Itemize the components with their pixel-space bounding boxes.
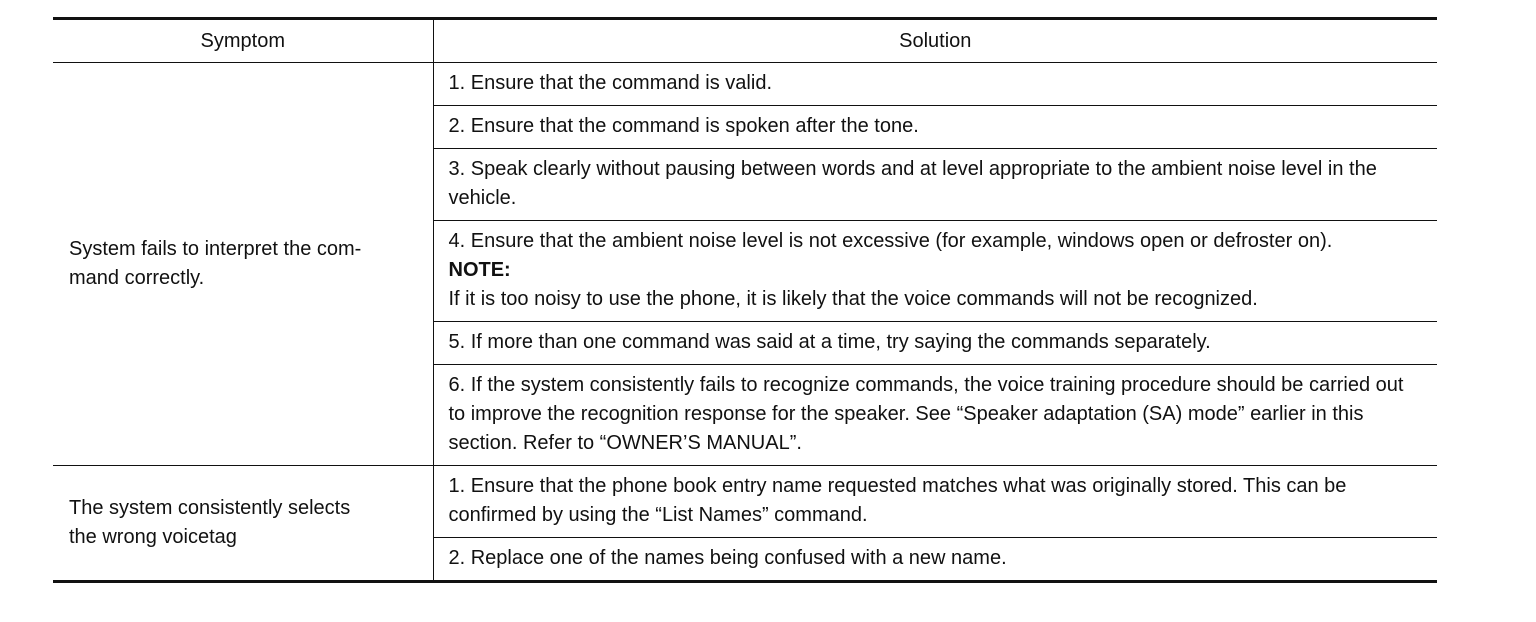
solution-cell bbox=[433, 221, 1437, 322]
solution-text: 6. If the system consistently fails to recognize commands, the voice training procedure should be carried out to improve the recognition response for the speaker. See “Speaker adaptation (SA) mode” earlier in this section. Refer to “OWNER’S MANUAL”. bbox=[448, 374, 1404, 454]
table-row bbox=[53, 63, 1437, 106]
solution-cell bbox=[433, 322, 1437, 365]
solution-text: 5. If more than one command was said at a time, try saying the commands separately. bbox=[448, 331, 1211, 353]
table-body bbox=[53, 63, 1437, 582]
table-row bbox=[53, 466, 1437, 538]
troubleshooting-table bbox=[53, 17, 1437, 583]
symptom-column-header: Symptom bbox=[53, 19, 433, 63]
solution-text: 2. Replace one of the names being confused with a new name. bbox=[448, 547, 1007, 569]
solution-cell bbox=[433, 63, 1437, 106]
header-row bbox=[53, 19, 1437, 63]
solution-text: 1. Ensure that the command is valid. bbox=[448, 72, 772, 94]
solution-cell bbox=[433, 365, 1437, 466]
solution-cell bbox=[433, 106, 1437, 149]
note-text: If it is too noisy to use the phone, it is likely that the voice commands will not be recognized. bbox=[448, 288, 1258, 310]
solution-cell bbox=[433, 466, 1437, 538]
note-label: NOTE: bbox=[448, 259, 511, 281]
solution-cell bbox=[433, 538, 1437, 582]
solution-text: 4. Ensure that the ambient noise level is not excessive (for example, windows open or defroster on). bbox=[448, 230, 1333, 252]
solution-text: 3. Speak clearly without pausing between words and at level appropriate to the ambient noise level in the vehicle. bbox=[448, 158, 1377, 209]
table-header bbox=[53, 19, 1437, 63]
solution-column-header: Solution bbox=[433, 19, 1437, 63]
solution-text: 2. Ensure that the command is spoken after the tone. bbox=[448, 115, 919, 137]
symptom-text: The system consistently selects the wrong voicetag bbox=[69, 496, 351, 548]
solution-cell bbox=[433, 149, 1437, 221]
solution-text: 1. Ensure that the phone book entry name requested matches what was originally stored. This can be confirmed by using the “List Names” command. bbox=[448, 475, 1347, 526]
symptom-text: System fails to interpret the com- mand correctly. bbox=[69, 237, 362, 289]
symptom-cell bbox=[53, 63, 433, 466]
symptom-cell bbox=[53, 466, 433, 582]
